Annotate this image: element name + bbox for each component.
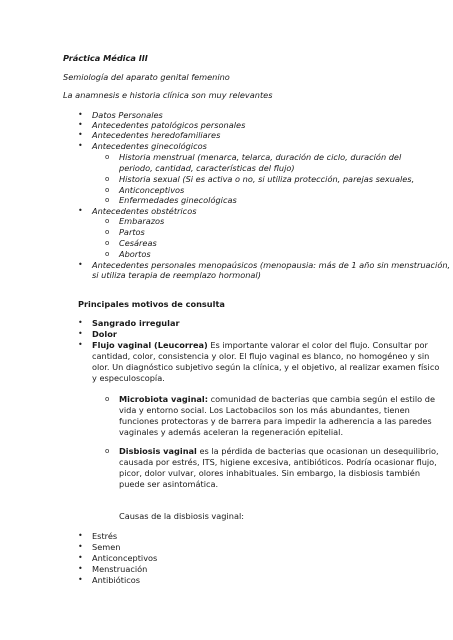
sub-bullet-icon: o: [105, 196, 110, 204]
sub-bullet-icon: o: [105, 228, 110, 236]
paragraph-line: puede ser asintomática.: [119, 479, 219, 489]
sub-list-item: Historia sexual (Si es activa o no, si utiliza protección, parejas sexuales,: [119, 174, 415, 184]
list-item: Antecedentes ginecológicos: [92, 141, 207, 151]
sub-bullet-icon: o: [105, 217, 110, 225]
sub-bullet-icon: o: [105, 447, 110, 455]
sub-bullet-icon: o: [105, 250, 110, 258]
bullet-icon: •: [78, 110, 83, 119]
list-item-cont: si utiliza terapia de reemplazo hormonal): [92, 270, 261, 280]
bullet-icon: •: [78, 575, 83, 584]
list-item: Antibióticos: [92, 575, 141, 585]
bullet-icon: •: [78, 553, 83, 562]
list-item: Antecedentes personales menopaúsicos (menopausia: más de 1 año sin menstruación,: [92, 260, 451, 270]
list-item: Menstruación: [92, 564, 148, 574]
list-item: Datos Personales: [92, 110, 163, 120]
paragraph-line: olor. Un diagnóstico subjetivo según la clínica, y el objetivo, al realizar examen físico: [92, 362, 440, 372]
microbiota-term: Microbiota vaginal:: [119, 394, 209, 404]
list-item: Antecedentes heredofamiliares: [92, 130, 221, 140]
list-item: Sangrado irregular: [92, 318, 180, 328]
list-item: [92, 340, 428, 350]
bullet-icon: •: [78, 318, 83, 327]
paragraph-line: causada por estrés, ITS, higiene excesiva, antibióticos. Podría ocasionar flujo,: [119, 457, 437, 467]
flujo-term: Flujo vaginal (Leucorrea): [92, 340, 208, 350]
bullet-icon: •: [78, 260, 83, 269]
sub-list-item: Historia menstrual (menarca, telarca, duración de ciclo, duración del: [119, 152, 402, 162]
bullet-icon: •: [78, 329, 83, 338]
paragraph-line: vaginales y además aceleran la regeneración epitelial.: [119, 427, 344, 437]
bullet-icon: •: [78, 206, 83, 215]
sub-list-item: Partos: [119, 227, 145, 237]
sub-list-item: [119, 446, 439, 456]
sub-bullet-icon: o: [105, 239, 110, 247]
bullet-icon: •: [78, 564, 83, 573]
sub-list-item: Embarazos: [119, 216, 165, 226]
paragraph-line: picor, dolor vulvar, olores inhabituales. Sin embargo, la disbiosis también: [119, 468, 421, 478]
sub-bullet-icon: o: [105, 186, 110, 194]
sub-bullet-icon: o: [105, 175, 110, 183]
list-item: Semen: [92, 542, 121, 552]
bullet-icon: •: [78, 542, 83, 551]
sub-bullet-icon: o: [105, 153, 110, 161]
sub-list-item: [119, 394, 435, 404]
paragraph-line: funciones protectoras y de barrera para impedir la adherencia a las paredes: [119, 416, 432, 426]
list-item: Antecedentes obstétricos: [92, 206, 197, 216]
document-title: Práctica Médica III: [63, 53, 148, 63]
intro-text: La anamnesis e historia clínica son muy relevantes: [63, 90, 273, 100]
bullet-icon: •: [78, 120, 83, 129]
flujo-text: Es importante valorar el color del flujo. Consultar por: [207, 340, 428, 350]
paragraph-line: y especuloscopía.: [92, 373, 165, 383]
sub-bullet-icon: o: [105, 395, 110, 403]
paragraph-line: vida y entorno social. Los Lactobacilos son los más abundantes, tienen: [119, 405, 410, 415]
causes-heading: Causas de la disbiosis vaginal:: [119, 511, 245, 521]
bullet-icon: •: [78, 141, 83, 150]
document-subtitle: Semiología del aparato genital femenino: [63, 72, 230, 82]
sub-list-item: Enfermedades ginecológicas: [119, 195, 237, 205]
sub-list-item: Anticonceptivos: [119, 185, 185, 195]
disbiosis-text: es la pérdida de bacterias que ocasionan un desequilibrio,: [196, 446, 439, 456]
bullet-icon: •: [78, 130, 83, 139]
bullet-icon: •: [78, 531, 83, 540]
section-heading: Principales motivos de consulta: [78, 299, 225, 309]
paragraph-line: cantidad, color, consistencia y olor. El flujo vaginal es blanco, no homogéneo y sin: [92, 351, 430, 361]
disbiosis-term: Disbiosis vaginal: [119, 446, 197, 456]
microbiota-text: comunidad de bacterias que cambia según el estilo de: [208, 394, 436, 404]
bullet-icon: •: [78, 340, 83, 349]
list-item: Anticonceptivos: [92, 553, 158, 563]
list-item: Dolor: [92, 329, 117, 339]
sub-list-item: Cesáreas: [119, 238, 157, 248]
sub-list-item: Abortos: [119, 249, 151, 259]
list-item: Antecedentes patológicos personales: [92, 120, 246, 130]
sub-list-item-cont: periodo, cantidad, características del flujo): [119, 163, 295, 173]
list-item: Estrés: [92, 531, 118, 541]
